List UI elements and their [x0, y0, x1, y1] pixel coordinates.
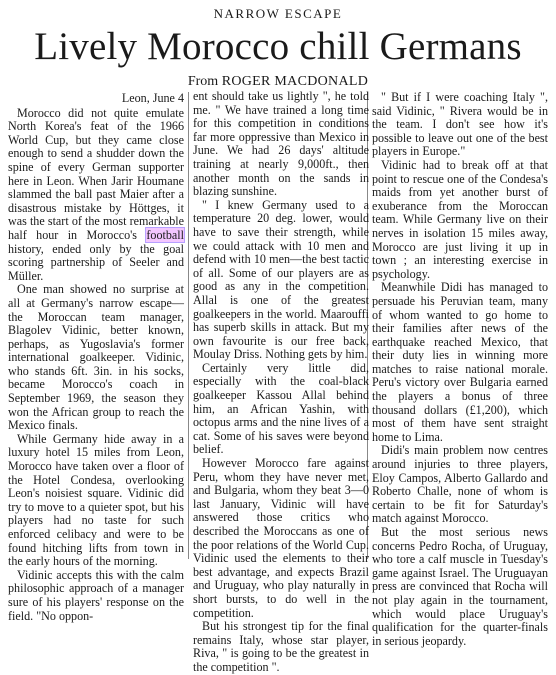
- dateline: Leon, June 4: [121, 91, 184, 105]
- paragraph: One man showed no surprise at all at Germany's narrow escape—the Moroccan team manager, Blagolev Vidinic, better known, perhaps, as Yugoslavia's former international goalkeeper. Vidinic, who stands 6ft. 3in. in his socks, became Morocco's coach in September 1969, the season they won the African group to reach the Mexico finals.: [8, 282, 184, 433]
- paragraph: ent should take us lightly ", he told me. " We have trained a long time for this competition in conditions far more oppressive than Mexico in June. We had 26 days' altitude training at nearly 9,000ft., then another month on the sands in blazing sunshine.: [193, 89, 369, 199]
- paragraph: But the most serious news concerns Pedro Rocha, of Uruguay, who tore a calf muscle in Tuesday's game against Israel. The Uruguayan press are convinced that Rocha will not play again in the tournament, which would place Uruguay's qualification for the quarter-finals in serious jeopardy.: [372, 525, 548, 648]
- kicker: NARROW ESCAPE: [213, 6, 343, 21]
- column-divider: [188, 92, 189, 559]
- paragraph: Didi's main problem now centres around injuries to three players, Eloy Campos, Alberto Gallardo and Roberto Challe, none of whom is certain to be fit for Saturday's match against Morocco.: [372, 443, 548, 526]
- byline-author: ROGER MACDONALD: [221, 74, 369, 89]
- paragraph: " I knew Germany used to a temperature 20 deg. lower, would have to save their strength, while we could attack with 10 men and defend with 10 men—the best tactic of all. Some of our players are as good as any in the competition. Allal is one of the greatest goalkeepers in the world. Maarouffi has superb skills in attack. But my own favourite is our free back, Moulay Driss. Nothing gets by him.: [193, 197, 369, 362]
- paragraph-text: history, ended only by the goal scoring partnership of Seeler and Müller.: [8, 241, 184, 283]
- highlighted-word: football: [146, 227, 184, 242]
- paragraph: While Germany hide away in a luxury hotel 15 miles from Leon, Morocco have taken over a floor of the Hotel Condesa, overlooking Leon's noisiest square. Vidinic did try to move to a quieter spot, but his players had no taste for such enforced celibacy and were to be found hitching lifts from town in the early hours of the morning.: [8, 431, 184, 569]
- paragraph: Meanwhile Didi has managed to persuade his Peruvian team, many of whom wanted to go home to their families after news of the earthquake reached Mexico, that their duty lies in winning more matches to raise national morale. Peru's victory over Bulgaria earned the players a bonus of three thousand dollars (£1,200), which most of them have sent straight home to Lima.: [372, 280, 548, 444]
- article-body: [8, 89, 548, 674]
- paragraph: Certainly very little did, especially with the coal-black goalkeeper Kassou Allal behind him, an African Yashin, with octopus arms and the nine lives of a cat. Some of his saves were beyond belief.: [193, 360, 369, 457]
- paragraph: " But if I were coaching Italy ", said Vidinic, " Rivera would be in the team. I don't see how it's possible to leave out one of the best players in Europe.": [372, 90, 548, 159]
- paragraph: Vidinic accepts this with the calm philosophic approach of a manager sure of his players' response on the field. "No oppon-: [8, 567, 184, 623]
- paragraph-text: Morocco did not quite emulate North Korea's feat of the 1966 World Cup, but they came close enough to send a shudder down the spine of every German supporter here in Leon. When Jarir Houmane slammed the ball past Maier after a disastrous mistake by Höttges, it was the start of the most remarkable half hour in Morocco's: [8, 105, 184, 242]
- column-1: [8, 92, 184, 623]
- paragraph: [8, 107, 184, 284]
- headline: Lively Morocco chill Germans: [34, 25, 522, 68]
- paragraph: Vidinic had to break off at that point to rescue one of the Condesa's maids from yet another burst of exuberance from the Moroccan team. While Germany live on their nerves in isolation 15 miles away, Morocco are just living it up in town ; an interesting exercise in psychology.: [372, 157, 548, 281]
- column-3: [372, 91, 548, 648]
- column-2: [193, 90, 369, 675]
- byline-prefix: From: [187, 74, 219, 89]
- paragraph: However Morocco fare against Peru, whom they have never met, and Bulgaria, whom they beat 3—0 last January, Vidinic will have answered those critics who described the Moroccans as one of the poor relations of the World Cup. Vidinic used the elements to their best advantage, and expects Brazil and Uruguay, who play naturally in short bursts, to do well in the competition.: [193, 456, 369, 620]
- paragraph: But his strongest tip for the final remains Italy, whose star player, Riva, " is going to be the greatest in the competition ".: [193, 619, 369, 674]
